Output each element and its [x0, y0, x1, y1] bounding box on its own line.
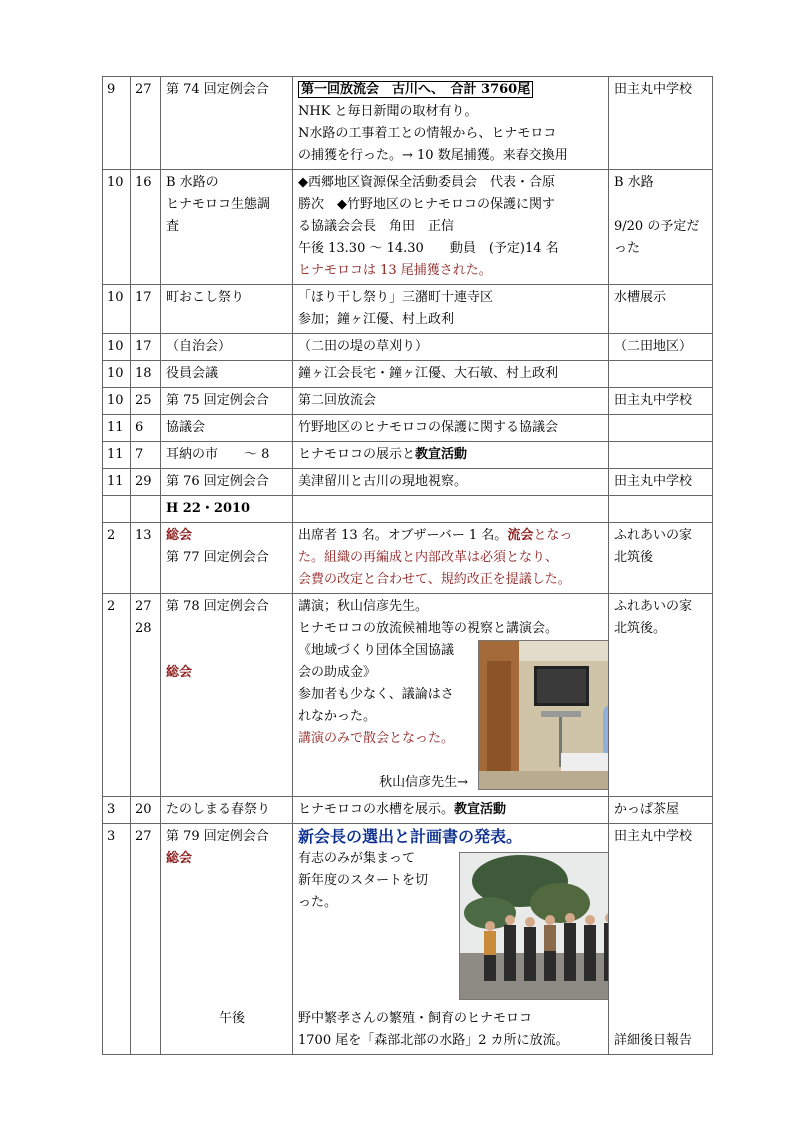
month-cell: 11 [103, 469, 131, 496]
event-line: B 水路の [166, 175, 219, 190]
content-cell [293, 824, 609, 1055]
content-line: 有志のみが集まって [298, 851, 416, 866]
event-cell [161, 415, 293, 442]
group-photo [459, 852, 609, 1000]
content-line: った。 [298, 895, 338, 910]
day-cell: 6 [131, 415, 161, 442]
content-line: 《地域づくり団体全国協議 [298, 643, 455, 658]
place-line: 北筑後 [614, 550, 654, 565]
event-line: 第 78 回定例会合 [166, 599, 269, 614]
event-cell [161, 77, 293, 170]
event-line: 耳納の市 ～ 8 [166, 447, 270, 462]
content-line: 参加；鐘ヶ江優、村上政利 [298, 312, 455, 327]
day-cell: 7 [131, 442, 161, 469]
place-line: 9/20 の予定だ [614, 219, 700, 234]
place-cell [609, 824, 713, 1055]
place-line: った [614, 241, 641, 256]
place-cell [609, 285, 713, 334]
month-cell: 10 [103, 334, 131, 361]
year-separator-row [103, 496, 713, 523]
place-line: B 水路 [614, 175, 654, 190]
table-row [103, 824, 713, 1055]
event-line: 第 76 回定例会合 [166, 474, 269, 489]
content-line: 鐘ヶ江会長宅・鐘ヶ江優、大石敏、村上政利 [298, 366, 559, 381]
event-cell [161, 594, 293, 797]
month-cell: 11 [103, 415, 131, 442]
content-cell [293, 442, 609, 469]
place-cell [609, 388, 713, 415]
content-cell [293, 361, 609, 388]
day-cell [131, 594, 161, 797]
content-cell [293, 594, 609, 797]
event-cell [161, 285, 293, 334]
headline: 新会長の選出と計画書の発表。 [298, 827, 523, 846]
event-cell [161, 334, 293, 361]
place-line: 田主丸中学校 [614, 82, 693, 97]
month-cell: 9 [103, 77, 131, 170]
day-cell: 25 [131, 388, 161, 415]
event-line: 協議会 [166, 420, 206, 435]
place-cell [609, 594, 713, 797]
place-line: 田主丸中学校 [614, 829, 693, 844]
day-cell: 18 [131, 361, 161, 388]
place-line: かっぱ茶屋 [614, 802, 680, 817]
month-cell: 11 [103, 442, 131, 469]
place-cell [609, 523, 713, 594]
place-line: 田主丸中学校 [614, 474, 693, 489]
day-cell: 17 [131, 334, 161, 361]
table-row [103, 415, 713, 442]
activity-log-table [102, 76, 713, 1055]
content-cell [293, 388, 609, 415]
content-red-bold: 流会 [507, 528, 534, 543]
place-cell [609, 361, 713, 388]
content-line-red: た。組織の再編成と内部改革は必須となり、 [298, 550, 559, 565]
content-cell [293, 77, 609, 170]
content-text: ヒナモロコの水槽を展示。 [298, 802, 455, 817]
content-line: 参加者も少なく、議論はさ [298, 687, 454, 702]
content-line: ヒナモロコの放流候補地等の視察と講演会。 [298, 621, 559, 636]
event-line-red: 総会 [166, 851, 193, 866]
month-cell: 2 [103, 594, 131, 797]
event-cell [161, 388, 293, 415]
event-line: 査 [166, 219, 180, 234]
event-cell [161, 469, 293, 496]
place-line: 水槽展示 [614, 290, 667, 305]
place-line: 北筑後。 [614, 621, 667, 636]
day-cell: 29 [131, 469, 161, 496]
day-line: 27 [135, 599, 152, 614]
month-cell: 10 [103, 388, 131, 415]
content-line: 野中繁孝さんの繁殖・飼育のヒナモロコ [298, 1011, 533, 1026]
table-row [103, 469, 713, 496]
event-cell [161, 824, 293, 1055]
day-cell: 27 [131, 824, 161, 1055]
event-line-red: 総会 [166, 528, 193, 543]
time-label: 午後 [219, 1011, 246, 1026]
place-cell [609, 334, 713, 361]
place-cell [609, 442, 713, 469]
month-cell: 10 [103, 285, 131, 334]
event-line: （自治会） [166, 339, 232, 354]
event-line-red: 総会 [166, 665, 193, 680]
content-line: 1700 尾を「森部北部の水路」2 カ所に放流。 [298, 1033, 569, 1048]
year-label: H 22・2010 [166, 501, 251, 516]
event-line: 役員会議 [166, 366, 219, 381]
place-cell [609, 797, 713, 824]
content-cell [293, 469, 609, 496]
table-row [103, 594, 713, 797]
content-line: 第二回放流会 [298, 393, 377, 408]
day-cell: 17 [131, 285, 161, 334]
highlight-line: 第一回放流会 古川へ、 合計 3760尾 [298, 81, 533, 98]
content-bold-text: 教宣活動 [454, 802, 507, 817]
content-cell [293, 797, 609, 824]
place-line: 詳細後日報告 [614, 1033, 693, 1048]
month-cell: 3 [103, 824, 131, 1055]
place-line: ふれあいの家 [614, 599, 693, 614]
month-cell: 10 [103, 361, 131, 388]
day-cell: 13 [131, 523, 161, 594]
content-line-red: 講演のみで散会となった。 [298, 731, 455, 746]
event-line: 第 77 回定例会合 [166, 550, 269, 565]
content-line-red: 会費の改定と合わせて、規約改正を提議した。 [298, 572, 571, 587]
table-row [103, 170, 713, 285]
table-row [103, 388, 713, 415]
month-cell: 10 [103, 170, 131, 285]
year-cell [161, 496, 293, 523]
content-cell [293, 285, 609, 334]
content-line: NHK と毎日新聞の取材有り。 [298, 104, 478, 119]
content-line: 講演；秋山信彦先生。 [298, 599, 429, 614]
content-text: 出席者 13 名。オブザーバー 1 名。 [298, 528, 508, 543]
day-line: 28 [135, 621, 152, 636]
table-row [103, 77, 713, 170]
content-line: N水路の工事着工との情報から、ヒナモロコ [298, 126, 557, 141]
content-line: 美津留川と古川の現地視察。 [298, 474, 468, 489]
content-line: ◆西郷地区資源保全活動委員会 代表・合原 [298, 175, 555, 190]
content-line-red: ヒナモロコは 13 尾捕獲された。 [298, 263, 492, 278]
lecture-photo [478, 640, 609, 790]
event-line: 第 75 回定例会合 [166, 393, 269, 408]
content-cell [293, 415, 609, 442]
event-cell [161, 442, 293, 469]
event-cell [161, 523, 293, 594]
month-cell: 2 [103, 523, 131, 594]
content-text: ヒナモロコの展示と [298, 447, 416, 462]
table-row [103, 361, 713, 388]
content-line: 新年度のスタートを切 [298, 873, 429, 888]
place-cell [609, 415, 713, 442]
content-cell [293, 334, 609, 361]
table-row [103, 523, 713, 594]
content-line: 「ほり干し祭り」三潴町十連寺区 [298, 290, 494, 305]
day-cell: 27 [131, 77, 161, 170]
content-line: 午後 13.30 ～ 14.30 動員 (予定)14 名 [298, 241, 559, 256]
place-cell [609, 77, 713, 170]
photo-caption: 秋山信彦先生→ [379, 775, 468, 790]
event-line: たのしまる春祭り [166, 802, 271, 817]
content-line: る協議会会長 角田 正信 [298, 219, 455, 234]
table-row [103, 285, 713, 334]
content-line: の捕獲を行った。→ 10 数尾捕獲。来春交換用 [298, 148, 568, 163]
place-cell [609, 170, 713, 285]
event-cell [161, 170, 293, 285]
place-line: 田主丸中学校 [614, 393, 693, 408]
event-line: 第 74 回定例会合 [166, 82, 269, 97]
event-line: ヒナモロコ生態調 [166, 197, 271, 212]
content-line: 会の助成金》 [298, 665, 377, 680]
content-line: 竹野地区のヒナモロコの保護に関する協議会 [298, 420, 559, 435]
place-line: ふれあいの家 [614, 528, 693, 543]
content-cell [293, 170, 609, 285]
content-cell [293, 523, 609, 594]
table-row [103, 442, 713, 469]
event-line: 第 79 回定例会合 [166, 829, 269, 844]
table-row [103, 334, 713, 361]
content-line: 勝次 ◆竹野地区のヒナモロコの保護に関す [298, 197, 555, 212]
day-cell: 20 [131, 797, 161, 824]
month-cell: 3 [103, 797, 131, 824]
place-line: （二田地区） [614, 339, 693, 354]
day-cell: 16 [131, 170, 161, 285]
event-cell [161, 797, 293, 824]
event-line: 町おこし祭り [166, 290, 245, 305]
table-row [103, 797, 713, 824]
place-cell [609, 469, 713, 496]
content-line: （二田の堤の草刈り） [298, 339, 429, 354]
content-red-text: となっ [533, 528, 573, 543]
event-cell [161, 361, 293, 388]
content-bold-text: 教宣活動 [415, 447, 468, 462]
content-line: れなかった。 [298, 709, 377, 724]
